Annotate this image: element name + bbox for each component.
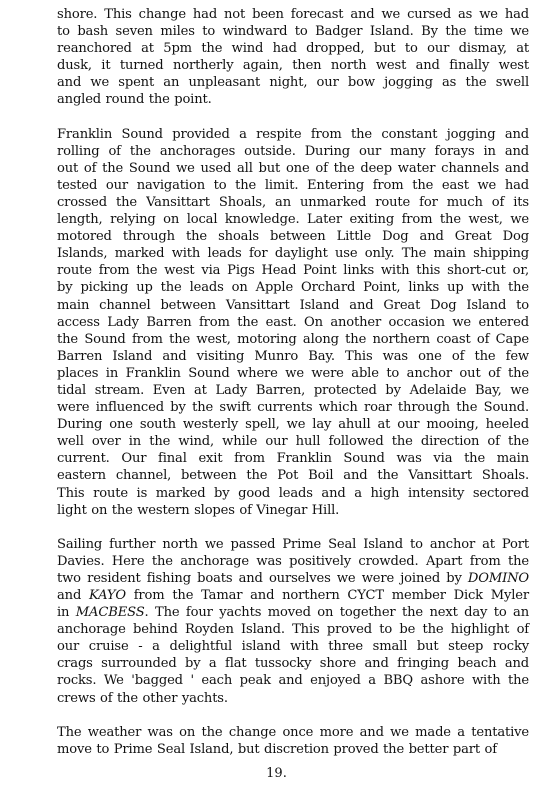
text-line: and KAYO from the Tamar and northern CYCT member Dick Myler	[57, 588, 530, 603]
text-line: crews of the other yachts.	[57, 690, 228, 706]
text-line: well over in the wind, while our hull followed the direction of the	[57, 434, 529, 450]
text-line: light on the western slopes of Vinegar Hill.	[57, 502, 340, 518]
text-line: tested our navigation to the limit. Entering from the east we had	[57, 177, 529, 193]
text-line: route from the west via Pigs Head Point links with this short-cut or,	[57, 263, 529, 279]
page-number: 19.	[266, 766, 287, 781]
text-line: access Lady Barren from the east. On another occasion we entered	[57, 314, 529, 330]
paragraph	[57, 6, 529, 109]
text-line: dusk, it turned northerly again, then north west and finally west	[57, 58, 529, 74]
text-line: anchorage behind Royden Island. This proved to be the highlight of	[57, 622, 529, 638]
text-line: out of the Sound we used all but one of the deep water channels and	[57, 160, 529, 176]
text-line: The weather was on the change once more and we made a tentative	[57, 724, 529, 740]
text-line: move to Prime Seal Island, but discretion proved the better part of	[57, 741, 497, 757]
paragraph	[57, 536, 529, 707]
text-line: places in Franklin Sound where we were able to anchor out of the	[57, 365, 529, 381]
text-line: length, relying on local knowledge. Later exiting from the west, we	[57, 212, 529, 228]
text-line: our cruise - a delightful island with three small but steep rocky	[57, 639, 529, 655]
text-line: motored through the shoals between Little Dog and Great Dog	[57, 229, 529, 245]
text-line: rolling of the anchorages outside. During our many forays in and	[57, 143, 529, 159]
text-line: by picking up the leads on Apple Orchard Point, links up with the	[57, 280, 529, 296]
text-line: tidal stream. Even at Lady Barren, protected by Adelaide Bay, we	[57, 382, 529, 398]
paragraph	[57, 126, 529, 519]
text-line: two resident fishing boats and ourselves we were joined by DOMINO	[57, 570, 529, 586]
text-line: eastern channel, between the Pot Boil and the Vansittart Shoals.	[57, 468, 529, 484]
text-line: rocks. We 'bagged ' each peak and enjoyed a BBQ ashore with the	[57, 673, 529, 689]
text-line: current. Our final exit from Franklin Sound was via the main	[57, 451, 529, 467]
text-line: crags surrounded by a flat tussocky shore and fringing beach and	[57, 656, 529, 672]
text-line: This route is marked by good leads and a high intensity sectored	[57, 485, 529, 501]
text-line: reanchored at 5pm the wind had dropped, but to our dismay, at	[57, 41, 529, 57]
text-line: angled round the point.	[57, 92, 212, 108]
text-line: Franklin Sound provided a respite from the constant jogging and	[57, 126, 529, 142]
text-line: the Sound from the west, motoring along the northern coast of Cape	[57, 331, 529, 347]
text-line: in MACBESS. The four yachts moved on together the next day to an	[57, 605, 529, 621]
body-text	[57, 6, 529, 758]
text-line: main channel between Vansittart Island and Great Dog Island to	[57, 297, 529, 313]
text-line: crossed the Vansittart Shoals, an unmarked route for much of its	[57, 194, 529, 210]
text-line: shore. This change had not been forecast and we cursed as we had	[57, 7, 529, 22]
paragraph	[57, 724, 529, 758]
text-line: During one south westerly spell, we lay ahull at our mooing, heeled	[57, 417, 529, 433]
text-line: Sailing further north we passed Prime Seal Island to anchor at Port	[57, 536, 529, 552]
text-line: to bash seven miles to windward to Badger Island. By the time we	[57, 24, 529, 40]
text-line: Barren Island and visiting Munro Bay. This was one of the few	[57, 348, 529, 364]
text-line: were influenced by the swift currents which roar through the Sound.	[57, 400, 529, 416]
text-line: Islands, marked with leads for daylight use only. The main shipping	[57, 246, 529, 262]
text-line: Davies. Here the anchorage was positively crowded. Apart from the	[57, 553, 529, 569]
text-line: and we spent an unpleasant night, our bow jogging as the swell	[57, 75, 529, 91]
